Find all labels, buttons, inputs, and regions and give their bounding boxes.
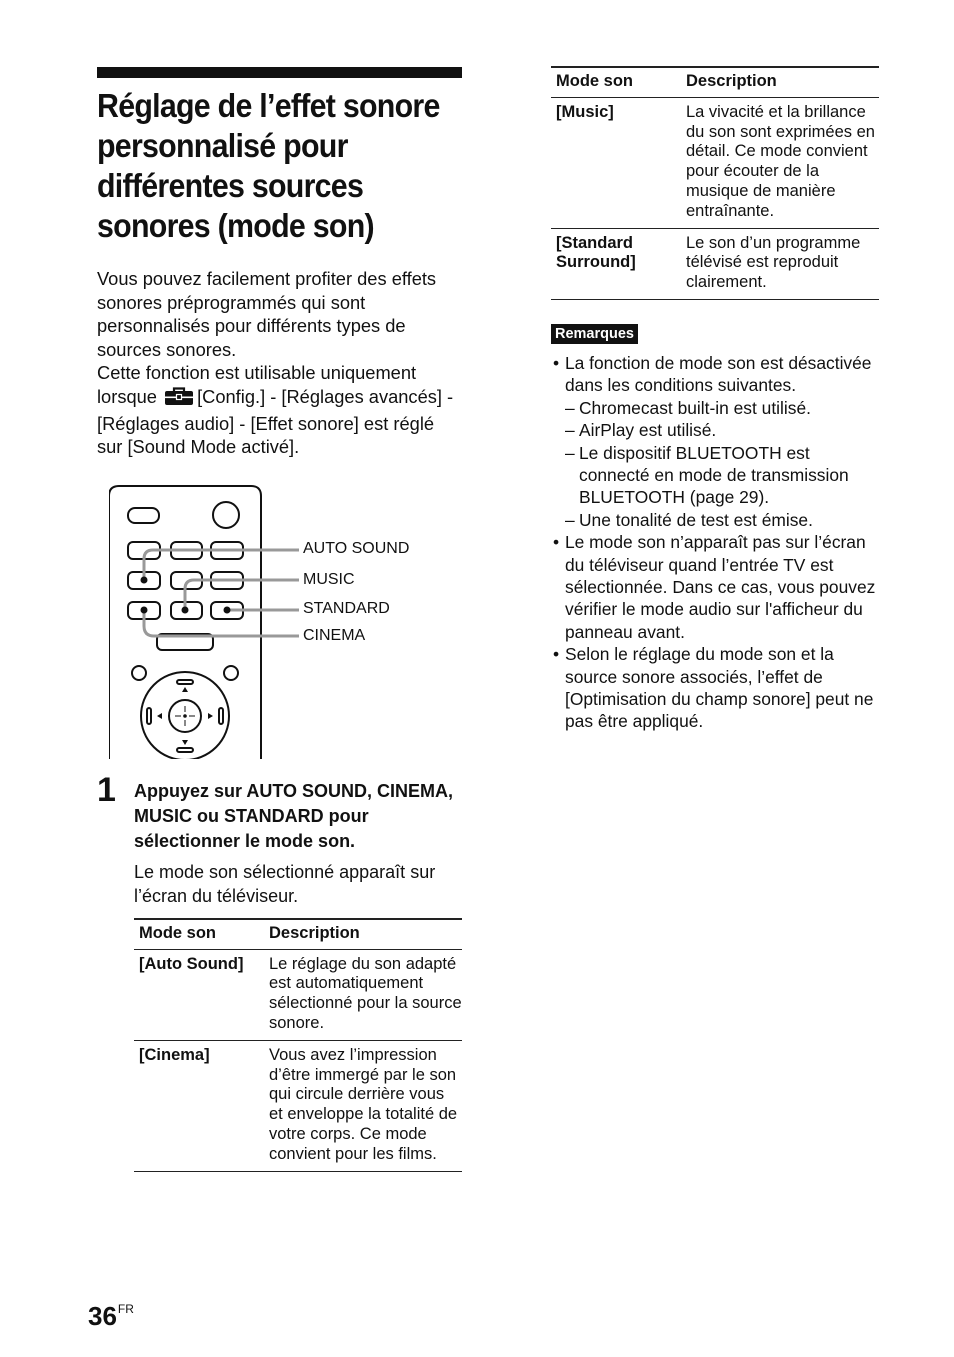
label-cinema: CINEMA [303,626,366,644]
remark-text: Le mode son n’apparaît pas sur l’écran du téléviseur quand l’entrée TV est sélectionnée. Dans ce cas, vous pouvez vérifier le mode audio sur l'afficheur du panneau avant. [565,532,876,642]
step-1 [97,770,462,908]
table-row [134,949,462,1040]
column-header-description: Description [264,919,462,949]
table-header-row [134,919,462,949]
step-body [134,779,462,908]
mode-table-right [551,66,879,300]
intro-paragraph-2 [97,361,462,458]
list-item: – Une tonalité de test est émise. [565,509,879,531]
mode-cell: [Standard Surround] [551,228,681,299]
list-item [551,352,879,531]
list-item: – Le dispositif BLUETOOTH est connecté en mode de transmission BLUETOOTH (page 29). [565,442,879,509]
intro-paragraph-1: Vous pouvez facilement profiter des effets sonores préprogrammés qui sont personnalisés pour différents types de sources sonores. [97,268,437,360]
page-language-code: FR [117,1302,134,1316]
description-cell: Le réglage du son adapté est automatiquement sélectionné pour la source sonore. [264,949,462,1040]
label-auto-sound: AUTO SOUND [303,539,410,557]
list-item: – Chromecast built-in est utilisé. [565,397,879,419]
label-music: MUSIC [303,570,355,588]
toolbox-icon [164,387,194,412]
list-item [551,531,879,643]
description-cell: Vous avez l’impression d’être immergé par le son qui circule derrière vous et enveloppe la totalité de votre corps. Ce mode convient pour les films. [264,1040,462,1171]
description-cell: Le son d’un programme télévisé est reproduit clairement. [681,228,879,299]
page-number-value: 36 [88,1301,117,1331]
mode-cell: [Auto Sound] [134,949,264,1040]
page-title: Réglage de l’effet sonore personnalisé pour différentes sources sonores (mode son) [97,87,440,244]
title-rule [97,67,462,78]
column-header-mode: Mode son [551,67,681,97]
list-item: – AirPlay est utilisé. [565,419,879,441]
step-number: 1 [97,770,116,809]
intro-paragraph-2-start: Cette fonction est utilisable uniquement lorsque [97,362,417,407]
remarks-tag: Remarques [551,324,638,344]
remarks-list [551,352,879,733]
table-row [134,1040,462,1171]
description-cell: La vivacité et la brillance du son sont exprimées en détail. Ce mode convient pour écouter de la musique de manière entraînante. [681,97,879,228]
remark-text: La fonction de mode son est désactivée dans les conditions suivantes. [565,352,872,396]
mode-cell: [Music] [551,97,681,228]
remark-sublist [565,397,879,531]
right-column [551,66,879,733]
table-row [551,228,879,299]
step-note: Le mode son sélectionné apparaît sur l’écran du téléviseur. [134,861,436,906]
column-header-mode: Mode son [134,919,264,949]
intro-text [97,267,462,459]
table-row [551,97,879,228]
remark-text: Selon le réglage du mode son et la source sonore associés, l’effet de [Optimisation du champ sonore] peut ne pas être appliqué. [565,644,874,732]
list-item [551,643,879,733]
remote-illustration [109,484,439,759]
table-header-row [551,67,879,97]
mode-table-left [134,918,462,1172]
step-instruction: Appuyez sur AUTO SOUND, CINEMA, MUSIC ou STANDARD pour sélectionner le mode son. [134,780,454,851]
intro-paragraph-2-end: [Config.] - [Réglages avancés] - [Réglages audio] - [Effet sonore] est réglé sur [Sound Mode activé]. [97,385,454,458]
mode-cell: [Cinema] [134,1040,264,1171]
label-standard: STANDARD [303,599,390,617]
remote-control-drawing [109,484,439,759]
left-column [97,67,462,1172]
column-header-description: Description [681,67,879,97]
page-number [88,1294,134,1331]
